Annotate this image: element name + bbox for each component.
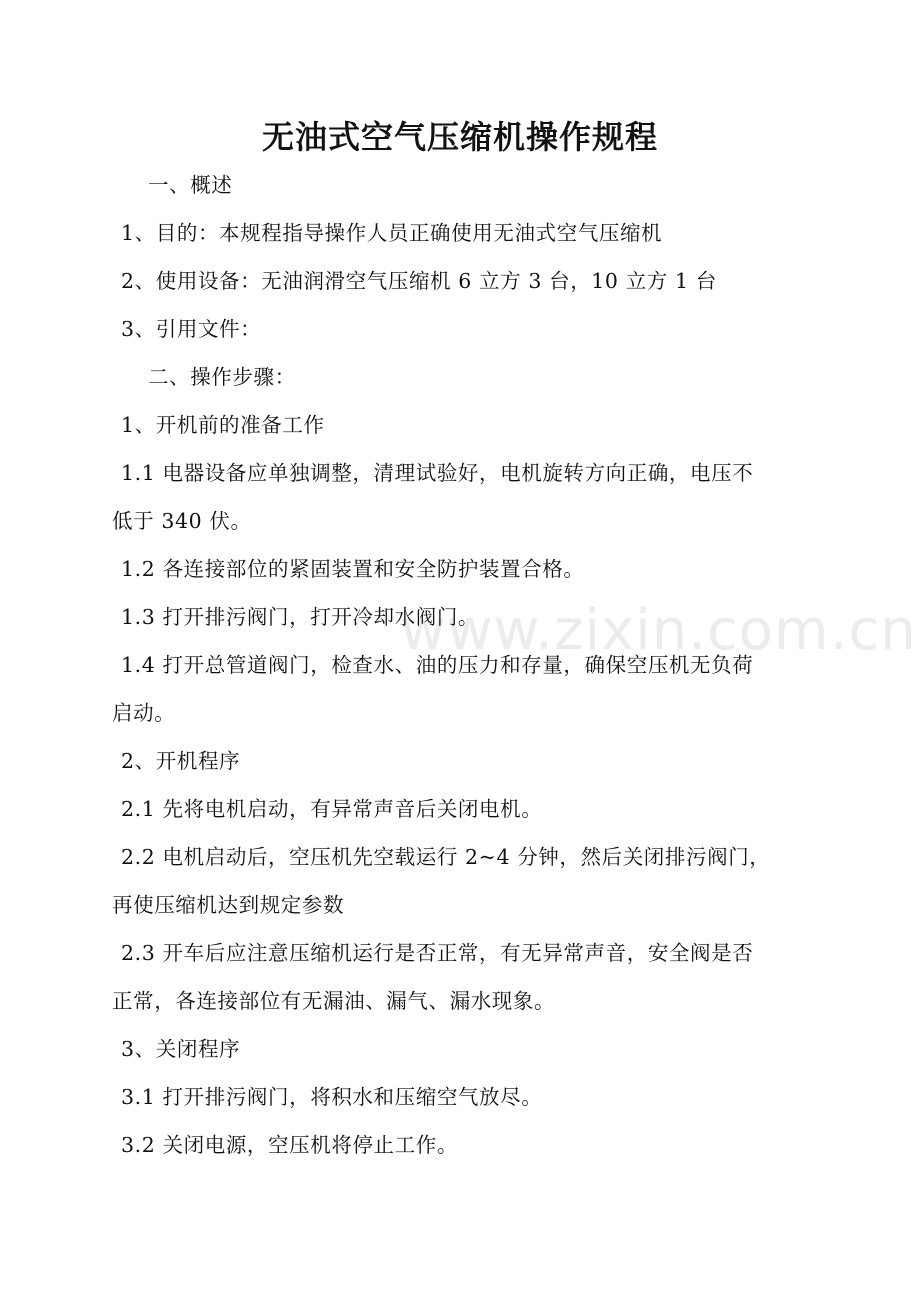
paragraph-line: 1、目的：本规程指导操作人员正确使用无油式空气压缩机 (121, 221, 663, 245)
paragraph-line: 1.2 各连接部位的紧固装置和安全防护装置合格。 (121, 557, 585, 581)
paragraph-line: 1.3 打开排污阀门，打开冷却水阀门。 (121, 605, 480, 629)
subsection-heading: 2、开机程序 (121, 749, 241, 773)
paragraph-line: 2、使用设备：无油润滑空气压缩机 6 立方 3 台，10 立方 1 台 (121, 269, 717, 293)
paragraph-line: 1.1 电器设备应单独调整，清理试验好，电机旋转方向正确，电压不 (121, 461, 754, 485)
paragraph-line: 3.1 打开排污阀门，将积水和压缩空气放尽。 (121, 1085, 543, 1109)
watermark: www.zixin.com.cn (400, 598, 917, 663)
paragraph-line: 正常，各连接部位有无漏油、漏气、漏水现象。 (112, 989, 556, 1013)
document-title: 无油式空气压缩机操作规程 (261, 118, 658, 156)
paragraph-line: 低于 340 伏。 (112, 509, 252, 533)
paragraph-line: 3.2 关闭电源，空压机将停止工作。 (121, 1133, 458, 1157)
paragraph-line: 2.2 电机启动后，空压机先空载运行 2~4 分钟，然后关闭排污阀门， (121, 845, 771, 869)
section-heading-steps: 二、操作步骤： (148, 365, 296, 389)
paragraph-line: 2.1 先将电机启动，有异常声音后关闭电机。 (121, 797, 543, 821)
subsection-heading: 3、关闭程序 (121, 1037, 241, 1061)
section-heading-overview: 一、概述 (148, 173, 233, 197)
paragraph-line: 3、引用文件： (121, 317, 262, 341)
paragraph-line: 1.4 打开总管道阀门，检查水、油的压力和存量，确保空压机无负荷 (121, 653, 754, 677)
paragraph-line: 再使压缩机达到规定参数 (112, 893, 345, 917)
subsection-heading: 1、开机前的准备工作 (121, 413, 325, 437)
paragraph-line: 启动。 (112, 701, 176, 725)
paragraph-line: 2.3 开车后应注意压缩机运行是否正常，有无异常声音，安全阀是否 (121, 941, 754, 965)
